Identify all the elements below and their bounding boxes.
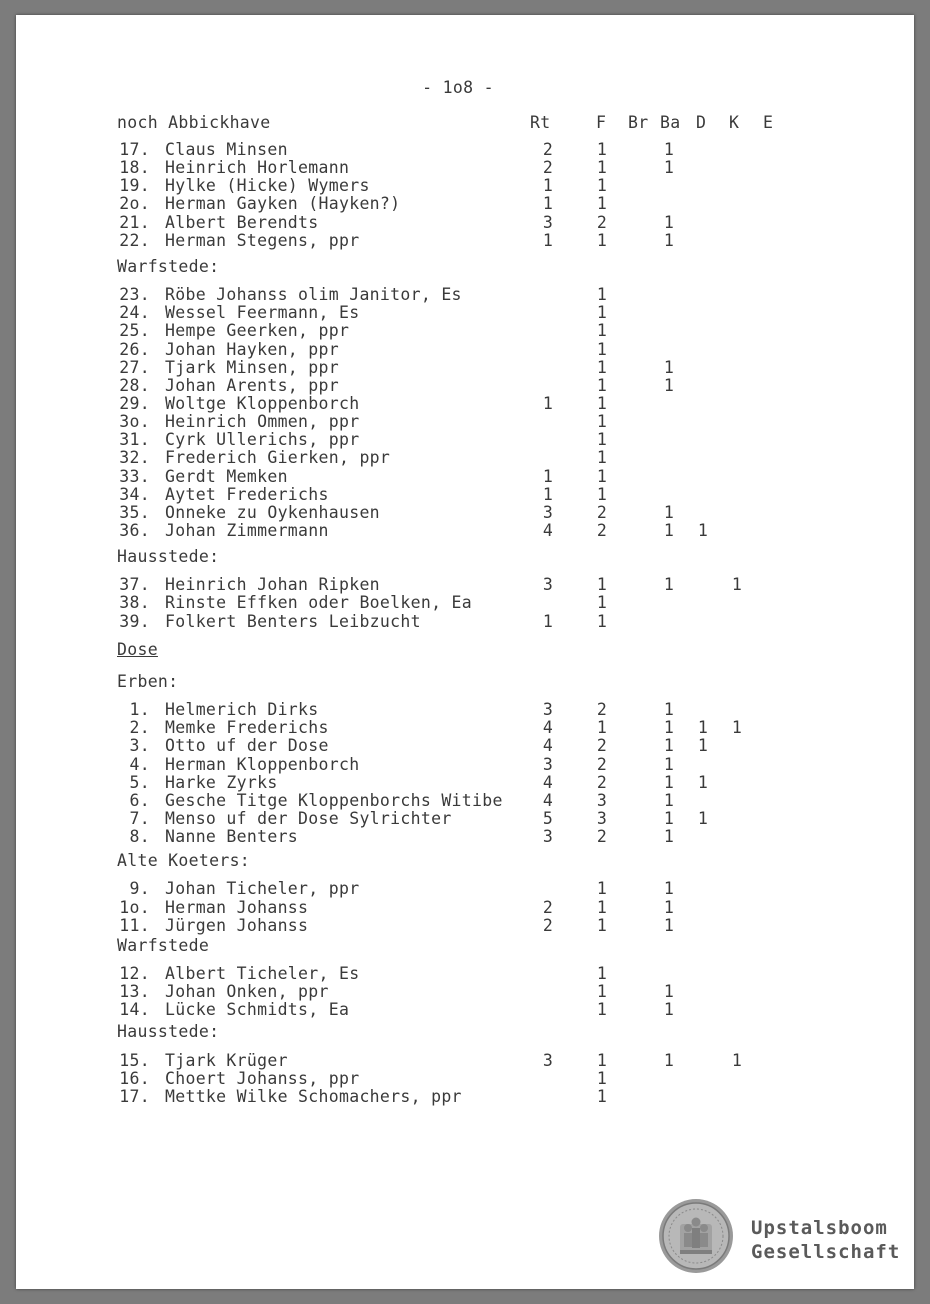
row-number: 7. (129, 808, 150, 828)
row-ba-value: 1 (663, 754, 675, 774)
row-d-value: 1 (697, 718, 709, 738)
row-d-value: 1 (697, 808, 709, 828)
row-rt-value: 1 (542, 176, 554, 196)
row-f-value: 1 (596, 1068, 608, 1088)
row-name: Wessel Feermann, Es (165, 303, 360, 323)
row-name: Mettke Wilke Schomachers, ppr (165, 1086, 462, 1106)
row-k-value: 1 (731, 575, 743, 595)
row-f-value: 1 (596, 879, 608, 899)
row-name: Nanne Benters (165, 827, 299, 847)
row-f-value: 1 (596, 339, 608, 359)
row-f-value: 2 (596, 772, 608, 792)
row-f-value: 1 (596, 140, 608, 159)
row-name: Tjark Minsen, ppr (165, 357, 339, 377)
section-heading: Dose (117, 639, 158, 659)
row-number: 18. (119, 158, 150, 178)
row-f-value: 1 (596, 176, 608, 196)
row-number: 28. (119, 375, 150, 395)
row-rt-value: 3 (542, 827, 554, 847)
row-rt-value: 3 (542, 700, 554, 720)
row-number: 23. (119, 285, 150, 305)
column-header-f: F (596, 113, 607, 132)
row-f-value: 1 (596, 393, 608, 413)
row-ba-value: 1 (663, 357, 675, 377)
row-name: Frederich Gierken, ppr (165, 448, 391, 468)
row-number: 2o. (119, 194, 150, 214)
page-number: - 1o8 - (422, 78, 494, 97)
row-name: Aytet Frederichs (165, 484, 329, 504)
row-d-value: 1 (697, 521, 709, 540)
row-rt-value: 3 (542, 754, 554, 774)
row-rt-value: 4 (542, 772, 554, 792)
row-ba-value: 1 (663, 790, 675, 810)
row-f-value: 1 (596, 448, 608, 468)
row-name: Heinrich Ommen, ppr (165, 412, 360, 432)
row-name: Gerdt Memken (165, 466, 288, 486)
row-number: 37. (119, 575, 150, 595)
row-rt-value: 4 (542, 718, 554, 738)
row-f-value: 1 (596, 430, 608, 450)
row-f-value: 3 (596, 808, 608, 828)
row-number: 29. (119, 393, 150, 413)
row-number: 4. (129, 754, 150, 774)
row-number: 25. (119, 321, 150, 341)
row-ba-value: 1 (663, 158, 675, 178)
row-number: 36. (119, 521, 150, 540)
row-number: 5. (129, 772, 150, 792)
society-name-line2: Gesellschaft (751, 1241, 901, 1263)
row-f-value: 1 (596, 915, 608, 935)
row-name: Johan Arents, ppr (165, 375, 339, 395)
row-ba-value: 1 (663, 230, 675, 250)
row-d-value: 1 (697, 736, 709, 756)
row-name: Herman Johanss (165, 897, 309, 917)
row-d-value: 1 (697, 772, 709, 792)
row-number: 17. (119, 1086, 150, 1106)
row-name: Claus Minsen (165, 140, 288, 159)
row-number: 13. (119, 982, 150, 1002)
row-rt-value: 1 (542, 194, 554, 214)
row-f-value: 1 (596, 718, 608, 738)
row-ba-value: 1 (663, 808, 675, 828)
row-f-value: 2 (596, 502, 608, 522)
row-rt-value: 3 (542, 212, 554, 232)
row-number: 22. (119, 230, 150, 250)
row-number: 3o. (119, 412, 150, 432)
row-name: Herman Kloppenborch (165, 754, 360, 774)
row-name: Hylke (Hicke) Wymers (165, 176, 370, 196)
row-number: 9. (129, 879, 150, 899)
society-seal-icon (658, 1198, 734, 1274)
row-ba-value: 1 (663, 700, 675, 720)
column-header-br: Br (628, 113, 649, 132)
row-f-value: 1 (596, 1050, 608, 1070)
row-f-value: 1 (596, 897, 608, 917)
row-f-value: 2 (596, 521, 608, 540)
row-f-value: 3 (596, 790, 608, 810)
row-rt-value: 2 (542, 897, 554, 917)
row-k-value: 1 (731, 1050, 743, 1070)
row-number: 8. (129, 827, 150, 847)
row-name: Heinrich Horlemann (165, 158, 350, 178)
document-page (16, 15, 914, 1289)
row-rt-value: 2 (542, 915, 554, 935)
row-f-value: 1 (596, 303, 608, 323)
row-ba-value: 1 (663, 897, 675, 917)
row-f-value: 1 (596, 593, 608, 613)
row-f-value: 2 (596, 212, 608, 232)
row-name: Johan Ticheler, ppr (165, 879, 360, 899)
row-rt-value: 3 (542, 1050, 554, 1070)
row-rt-value: 1 (542, 230, 554, 250)
row-f-value: 2 (596, 827, 608, 847)
row-number: 39. (119, 611, 150, 631)
row-number: 32. (119, 448, 150, 468)
row-number: 27. (119, 357, 150, 377)
row-name: Memke Frederichs (165, 718, 329, 738)
row-name: Cyrk Ullerichs, ppr (165, 430, 360, 450)
row-k-value: 1 (731, 718, 743, 738)
row-number: 1. (129, 700, 150, 720)
row-number: 26. (119, 339, 150, 359)
row-name: Johan Onken, ppr (165, 982, 329, 1002)
row-rt-value: 2 (542, 140, 554, 159)
row-rt-value: 1 (542, 393, 554, 413)
row-rt-value: 3 (542, 502, 554, 522)
row-number: 2. (129, 718, 150, 738)
column-header-ba: Ba (660, 113, 681, 132)
row-rt-value: 1 (542, 484, 554, 504)
row-number: 35. (119, 502, 150, 522)
row-ba-value: 1 (663, 915, 675, 935)
section-heading: Alte Koeters: (117, 851, 251, 871)
row-f-value: 1 (596, 412, 608, 432)
row-rt-value: 4 (542, 521, 554, 540)
row-number: 14. (119, 1000, 150, 1020)
row-rt-value: 2 (542, 158, 554, 178)
row-name: Menso uf der Dose Sylrichter (165, 808, 452, 828)
row-f-value: 1 (596, 357, 608, 377)
row-number: 24. (119, 303, 150, 323)
row-number: 38. (119, 593, 150, 613)
row-ba-value: 1 (663, 827, 675, 847)
row-name: Gesche Titge Kloppenborchs Witibe (165, 790, 503, 810)
row-f-value: 1 (596, 158, 608, 178)
row-ba-value: 1 (663, 736, 675, 756)
row-name: Johan Hayken, ppr (165, 339, 339, 359)
row-ba-value: 1 (663, 1050, 675, 1070)
row-rt-value: 3 (542, 575, 554, 595)
row-number: 31. (119, 430, 150, 450)
row-name: Albert Ticheler, Es (165, 964, 360, 983)
section-heading: Hausstede: (117, 1022, 220, 1042)
row-name: Herman Gayken (Hayken?) (165, 194, 401, 214)
row-name: Onneke zu Oykenhausen (165, 502, 380, 522)
row-f-value: 1 (596, 484, 608, 504)
column-header-title: noch Abbickhave (117, 113, 271, 132)
row-name: Albert Berendts (165, 212, 319, 232)
row-name: Folkert Benters Leibzucht (165, 611, 421, 631)
row-name: Helmerich Dirks (165, 700, 319, 720)
section-heading: Hausstede: (117, 547, 220, 567)
row-f-value: 1 (596, 575, 608, 595)
row-rt-value: 1 (542, 611, 554, 631)
row-number: 33. (119, 466, 150, 486)
column-header-e: E (763, 113, 774, 132)
row-f-value: 1 (596, 1086, 608, 1106)
section-heading: Erben: (117, 671, 179, 691)
row-number: 16. (119, 1068, 150, 1088)
row-number: 12. (119, 964, 150, 983)
row-name: Choert Johanss, ppr (165, 1068, 360, 1088)
row-f-value: 1 (596, 194, 608, 214)
section-heading: Warfstede: (117, 256, 220, 276)
row-name: Heinrich Johan Ripken (165, 575, 380, 595)
row-name: Röbe Johanss olim Janitor, Es (165, 285, 462, 305)
row-ba-value: 1 (663, 772, 675, 792)
row-f-value: 1 (596, 230, 608, 250)
row-number: 17. (119, 140, 150, 159)
row-number: 19. (119, 176, 150, 196)
row-name: Rinste Effken oder Boelken, Ea (165, 593, 473, 613)
row-ba-value: 1 (663, 718, 675, 738)
row-f-value: 1 (596, 982, 608, 1002)
row-name: Woltge Kloppenborch (165, 393, 360, 413)
row-ba-value: 1 (663, 1000, 675, 1020)
row-ba-value: 1 (663, 140, 675, 159)
row-name: Lücke Schmidts, Ea (165, 1000, 350, 1020)
row-name: Hempe Geerken, ppr (165, 321, 350, 341)
column-header-k: K (729, 113, 740, 132)
row-ba-value: 1 (663, 521, 675, 540)
row-f-value: 1 (596, 611, 608, 631)
row-f-value: 1 (596, 1000, 608, 1020)
row-f-value: 1 (596, 466, 608, 486)
row-rt-value: 4 (542, 790, 554, 810)
row-f-value: 2 (596, 700, 608, 720)
row-f-value: 1 (596, 964, 608, 983)
row-rt-value: 1 (542, 466, 554, 486)
row-name: Tjark Krüger (165, 1050, 288, 1070)
section-heading: Warfstede (117, 935, 210, 955)
row-ba-value: 1 (663, 502, 675, 522)
row-number: 21. (119, 212, 150, 232)
row-f-value: 2 (596, 736, 608, 756)
row-ba-value: 1 (663, 879, 675, 899)
row-name: Johan Zimmermann (165, 521, 329, 540)
row-ba-value: 1 (663, 575, 675, 595)
row-name: Herman Stegens, ppr (165, 230, 360, 250)
row-f-value: 1 (596, 321, 608, 341)
row-name: Jürgen Johanss (165, 915, 309, 935)
society-name-line1: Upstalsboom (751, 1217, 888, 1239)
row-rt-value: 5 (542, 808, 554, 828)
row-f-value: 1 (596, 285, 608, 305)
row-ba-value: 1 (663, 375, 675, 395)
row-ba-value: 1 (663, 982, 675, 1002)
row-number: 6. (129, 790, 150, 810)
row-number: 15. (119, 1050, 150, 1070)
row-name: Harke Zyrks (165, 772, 278, 792)
row-f-value: 2 (596, 754, 608, 774)
row-number: 3. (129, 736, 150, 756)
column-header-rt: Rt (530, 113, 551, 132)
row-number: 11. (119, 915, 150, 935)
row-number: 1o. (119, 897, 150, 917)
row-ba-value: 1 (663, 212, 675, 232)
row-name: Otto uf der Dose (165, 736, 329, 756)
row-f-value: 1 (596, 375, 608, 395)
column-header-d: D (696, 113, 707, 132)
row-rt-value: 4 (542, 736, 554, 756)
row-number: 34. (119, 484, 150, 504)
